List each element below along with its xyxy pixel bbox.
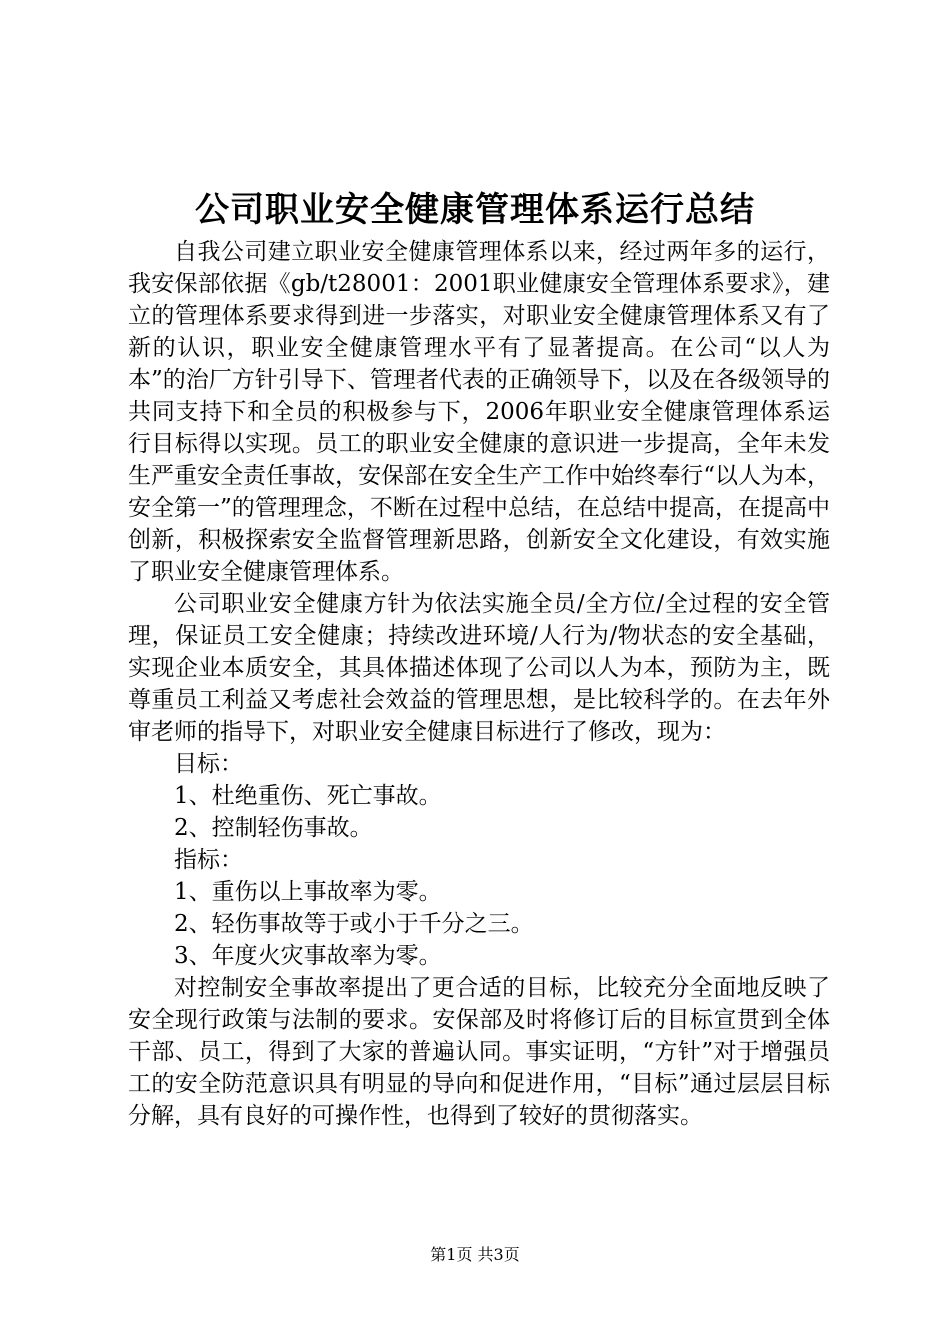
paragraph-intro: 自我公司建立职业安全健康管理体系以来，经过两年多的运行，我安保部依据《gb/t28001：2001职业健康安全管理体系要求》，建立的管理体系要求得到进一步落实，对职业安全健康管理体系又有了新的认识，职业安全健康管理水平有了显著提高。在公司“以人为本”的治厂方针引导下、管理者代表的正确领导下，以及在各级领导的共同支持下和全员的积极参与下，2006年职业安全健康管理体系运行目标得以实现。员工的职业安全健康的意识进一步提高，全年未发生严重安全责任事故，安保部在安全生产工作中始终奉行“以人为本，安全第一”的管理理念，不断在过程中总结，在总结中提高，在提高中创新，积极探索安全监督管理新思路，创新安全文化建设，有效实施了职业安全健康管理体系。 (128, 239, 830, 585)
paragraph-policy: 公司职业安全健康方针为依法实施全员/全方位/全过程的安全管理，保证员工安全健康；持续改进环境/人行为/物状态的安全基础，实现企业本质安全，其具体描述体现了公司以人为本，预防为主，既尊重员工利益又考虑社会效益的管理思想，是比较科学的。在去年外审老师的指导下，对职业安全健康目标进行了修改，现为： (128, 591, 830, 745)
indicators-heading: 指标： (174, 847, 243, 873)
paragraph-closing: 对控制安全事故率提出了更合适的目标，比较充分全面地反映了安全现行政策与法制的要求。安保部及时将修订后的目标宣贯到全体干部、员工，得到了大家的普遍认同。事实证明，“方针”对于增强员工的安全防范意识具有明显的导向和促进作用，“目标”通过层层目标分解，具有良好的可操作性，也得到了较好的贯彻落实。 (128, 975, 830, 1129)
indicator-item: 1、重伤以上事故率为零。 (174, 879, 442, 905)
goal-item: 1、杜绝重伤、死亡事故。 (174, 783, 442, 809)
document-body (128, 236, 830, 1132)
indicator-item: 2、轻伤事故等于或小于千分之三。 (174, 911, 534, 937)
page-footer: 第1页 共3页 (430, 1245, 520, 1264)
goal-item: 2、控制轻伤事故。 (174, 815, 373, 841)
indicator-item: 3、年度火灾事故率为零。 (174, 943, 442, 969)
goals-heading: 目标： (174, 751, 243, 777)
document-title: 公司职业安全健康管理体系运行总结 (195, 190, 755, 230)
